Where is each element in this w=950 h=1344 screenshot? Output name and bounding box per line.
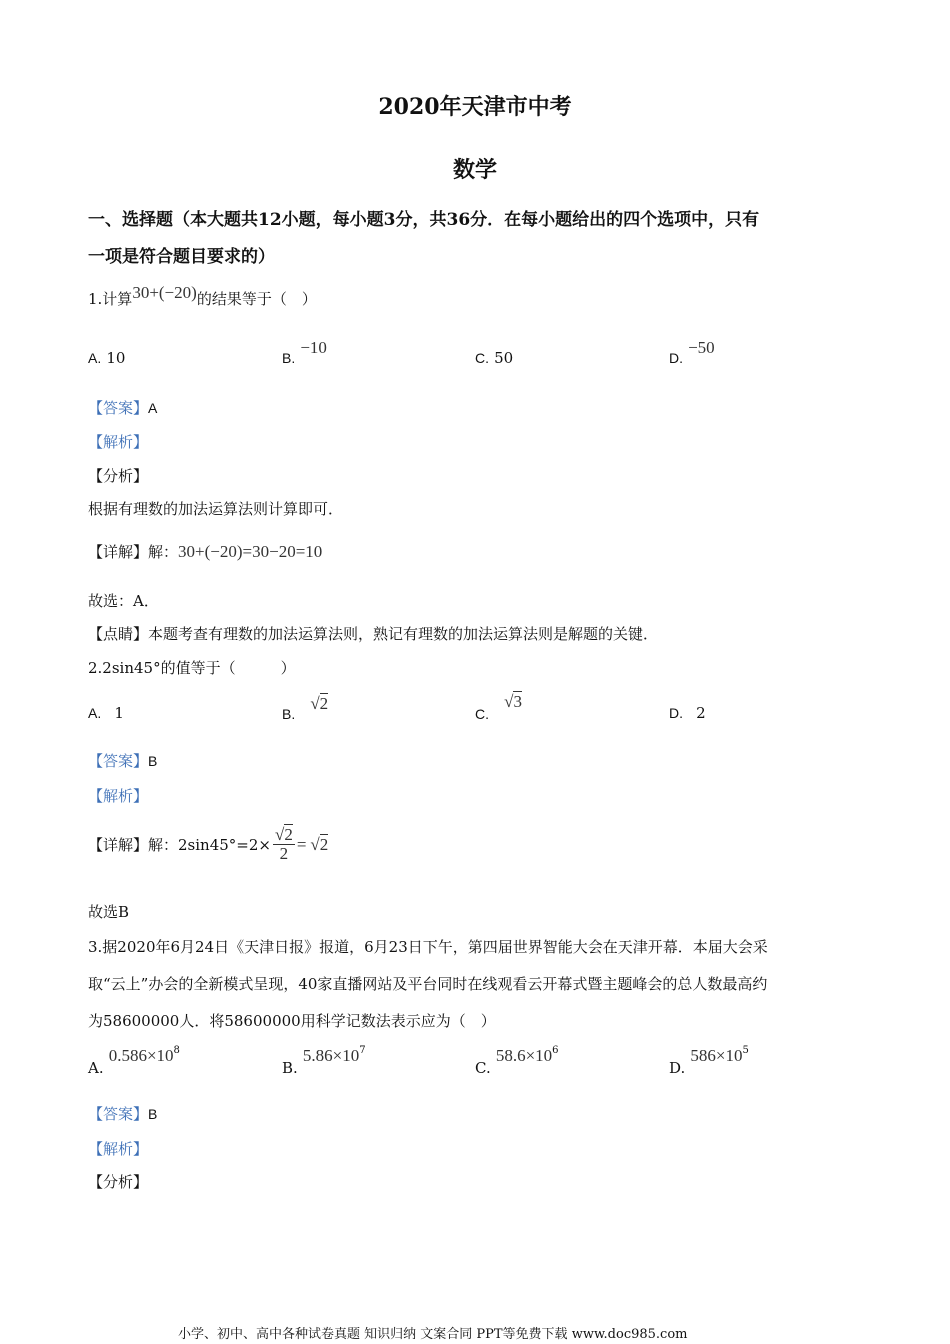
option-exponent: 8 [173,1045,180,1056]
radicand: 2 [284,825,293,844]
answer-tag: 【答案】 [88,752,149,770]
option-mantissa: 58.6×10 [495,1046,553,1065]
option-label: A. [88,350,102,366]
question-3-option-b [282,1045,366,1077]
question-1-suffix: 的结果等于（ ） [196,290,317,308]
option-value: 10 [106,349,126,367]
question-3-option-a [88,1045,180,1077]
option-label: C. [475,1059,491,1077]
option-value: 2 [319,694,329,713]
question-1-expression: 30+(−20) [132,283,197,302]
detail-prefix: 解： [148,543,179,561]
option-label: B. [282,350,296,366]
option-value: 3 [513,692,522,711]
analysis-tag: 【解析】 [88,1140,149,1158]
option-exponent: 5 [742,1045,749,1056]
question-3-analysis-tag [88,1138,148,1159]
question-1-option-a [88,348,125,367]
question-2-analysis-tag [88,785,148,806]
analysis-tag: 【解析】 [88,787,149,805]
option-exponent: 7 [359,1045,366,1056]
question-2-option-a [88,703,124,722]
sqrt-symbol: √2 [310,834,329,854]
option-value: 2 [696,704,706,722]
option-mantissa: 586×10 [690,1046,743,1065]
question-3-stem-line3: 为58600000人．将58600000用科学记数法表示应为（ ） [88,1012,496,1030]
option-label: D. [669,350,683,366]
equals-sign: = [296,834,307,854]
question-1-option-c [475,348,513,367]
question-1-detail [88,541,322,562]
sqrt-symbol: √3 [504,692,522,711]
fraction-denominator: 2 [279,844,289,863]
question-2-stem: 2.2sin45°的值等于（ ） [88,659,296,677]
option-label: A. [88,705,102,721]
dianjing-tag: 【点睛】 [88,625,149,643]
question-1-option-d [669,338,715,366]
question-2-option-b [282,694,329,722]
question-1-choose: 故选：A． [88,592,159,610]
detail-prefix: 解：2sin45°=2× [148,836,271,854]
option-label: C. [475,350,489,366]
option-mantissa: 5.86×10 [302,1046,360,1065]
option-value: 1 [114,704,124,722]
question-3-stem-line2: 取“云上”办会的全新模式呈现，40家直播网站及平台同时在线观看云开幕式暨主题峰会的总人数最高约 [88,975,768,993]
question-2-option-c [475,692,522,722]
option-mantissa: 0.586×10 [108,1046,174,1065]
answer-value: A [148,400,158,416]
question-2-option-d [669,703,706,722]
question-1-answer [88,397,157,418]
question-3-answer [88,1103,157,1124]
question-3-option-c [475,1045,559,1077]
detail-expression: 30+(−20)=30−20=10 [178,542,323,561]
detail-tag: 【详解】 [88,543,149,561]
question-2-choose: 故选B [88,903,130,921]
option-label: B. [282,706,296,722]
section-heading-line2: 一项是符合题目要求的） [88,247,275,267]
footer-banner: 小学、初中、高中各种试卷真题 知识归纳 文案合同 PPT等免费下载 www.doc985.com [178,1327,688,1342]
answer-tag: 【答案】 [88,1105,149,1123]
fraction-numerator: √2 [274,825,293,844]
option-label: C. [475,706,489,722]
question-1-stem [88,283,317,309]
question-3-stem-line1: 3.据2020年6月24日《天津日报》报道，6月23日下午，第四届世界智能大会在天津开幕．本届大会采 [88,938,768,956]
fraction [273,826,295,863]
question-1-fenxi-text: 根据有理数的加法运算法则计算即可． [88,500,344,518]
option-exponent: 6 [552,1045,559,1056]
question-3-fenxi-tag: 【分析】 [88,1173,149,1191]
question-3-option-d [669,1045,749,1077]
question-1-dianjing [88,623,658,644]
section-heading-line1: 一、选择题（本大题共12小题，每小题3分，共36分．在每小题给出的四个选项中，只有 [88,210,760,230]
option-value: 50 [494,349,514,367]
question-1-fenxi-tag: 【分析】 [88,467,149,485]
document-subtitle: 数学 [452,157,497,183]
answer-value: B [148,1106,158,1122]
analysis-tag: 【解析】 [88,433,149,451]
question-1-analysis-tag [88,431,148,452]
option-value: −10 [300,338,327,357]
option-label: B. [282,1059,298,1077]
option-value: −50 [688,338,715,357]
document-title: 2020年天津市中考 [378,94,572,120]
option-label: D. [669,1059,686,1077]
sqrt-symbol: √2 [310,694,329,713]
answer-tag: 【答案】 [88,399,149,417]
question-2-detail [88,826,328,863]
question-2-answer [88,750,157,771]
answer-value: B [148,753,158,769]
dianjing-text: 本题考查有理数的加法运算法则，熟记有理数的加法运算法则是解题的关键． [148,625,659,643]
result-value: 2 [319,834,329,854]
question-1-option-b [282,338,327,366]
question-1-prefix: 1.计算 [88,290,133,308]
detail-tag: 【详解】 [88,836,149,854]
option-label: D. [669,705,683,721]
option-label: A. [88,1059,104,1077]
